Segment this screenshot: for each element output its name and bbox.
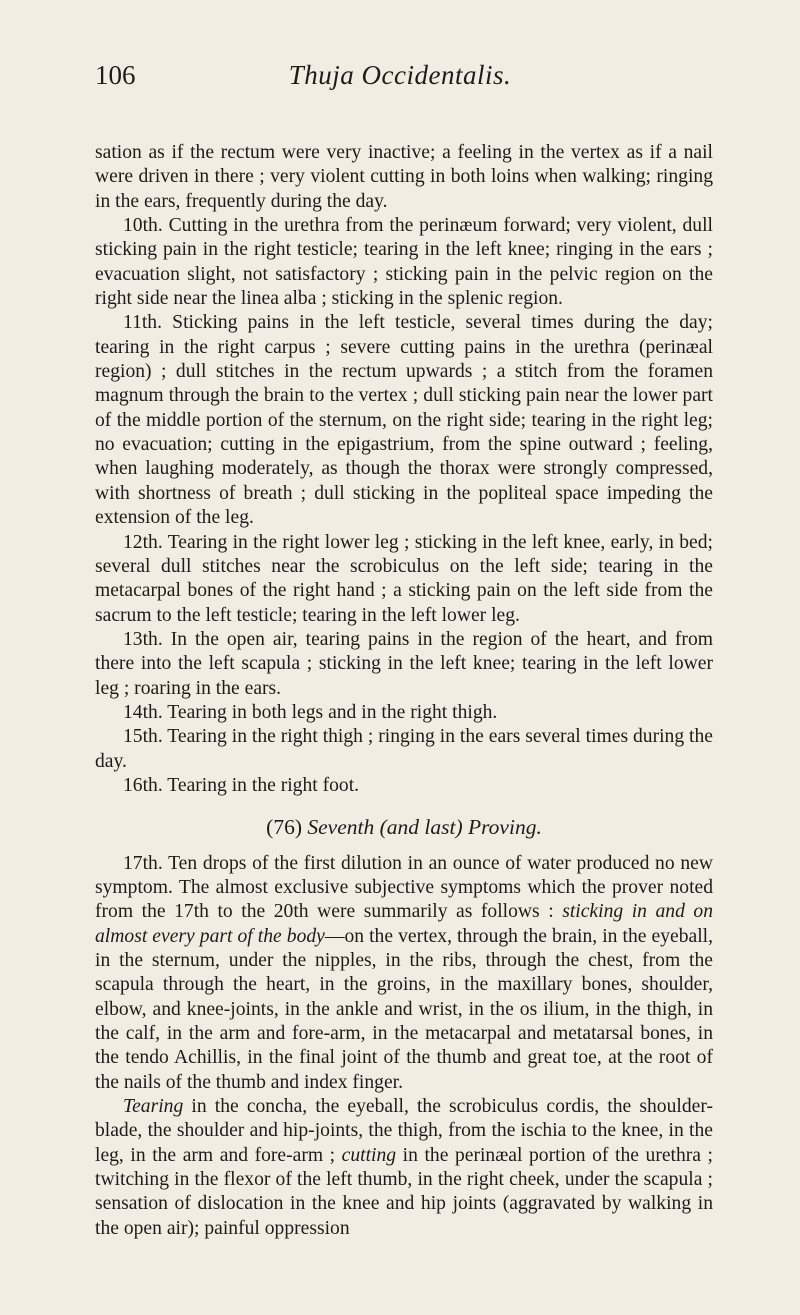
paragraph-day-15: 15th. Tearing in the right thigh ; ringing in the ears several times during the day. — [95, 726, 713, 772]
page-header — [95, 60, 705, 100]
paragraph-day-12: 12th. Tearing in the right lower leg ; sticking in the left knee, early, in bed; several dull stitches near the scrobiculus on the left side; tearing in the metacarpal bones of the right hand ; a sticking pain on the left side from the sacrum to the left testicle; tearing in the left lower leg. — [95, 531, 713, 626]
section-number: (76) — [266, 815, 302, 840]
paragraph-tearing-part1: in the concha, the eyeball, the scrobiculus cordis, the shoulder-blade, the shoulder and hip-joints, the thigh, from the ischia to the knee, in the leg, in the arm and fore-arm ; — [95, 1096, 713, 1166]
paragraph-continuation: sation as if the rectum were very inactive; a feeling in the vertex as if a nail were driven in there ; very violent cutting in both loins when walking; ringing in the ears, frequently during the day. — [95, 142, 713, 212]
paragraph-day-16: 16th. Tearing in the right foot. — [123, 774, 360, 796]
paragraph-day-17-rest: —on the vertex, through the brain, in the eyeball, in the sternum, under the nipples, in the ribs, through the chest, from the scapula through the heart, in the groins, in the maxillary bones, shoulder, elbow, and knee-joints, in the ankle and wrist, in the os ilium, in the thigh, in the calf, in the arm and fore-arm, in the metacarpal and metatarsal bones, in the tendo Achillis, in the final joint of the thumb and great toe, at the root of the nails of the thumb and index finger. — [95, 925, 713, 1093]
paragraph-day-10: 10th. Cutting in the urethra from the perinæum forward; very violent, dull sticking pain in the right testicle; tearing in the left knee; ringing in the ears ; evacuation slight, not satisfactory ; sticking pain in the pelvic region on the right side near the linea alba ; sticking in the splenic region. — [95, 215, 713, 310]
paragraph-cutting-emphasis: cutting — [341, 1144, 397, 1166]
page-number: 106 — [95, 60, 136, 90]
paragraph-day-17-emphasis: sticking in and on almost every part of the body — [95, 901, 713, 947]
paragraph-tearing-part2: in the perinæal portion of the urethra ; twitching in the flexor of the left thumb, in the right cheek, under the scapula ; sensation of dislocation in the knee and hip joints (aggravated by walking in the open air); painful oppression — [95, 1144, 714, 1239]
paragraph-day-17-lead: 17th. Ten drops of the first dilution in an ounce of water produced no new symptom. The almost exclusive subjective symptoms which the prover noted from the 17th to the 20th were summarily as follows : — [95, 852, 713, 923]
running-title: Thuja Occidentalis. — [288, 60, 512, 90]
paragraph-day-13: 13th. In the open air, tearing pains in the region of the heart, and from there into the left scapula ; sticking in the left knee; tearing in the left lower leg ; roaring in the ears. — [95, 628, 713, 699]
section-title: Seventh (and last) Proving. — [307, 815, 542, 840]
paragraph-day-17 — [95, 852, 713, 1095]
paragraph-tearing-emphasis: Tearing — [123, 1096, 184, 1118]
paragraph-tearing — [95, 1095, 713, 1241]
paragraph-day-11: 11th. Sticking pains in the left testicle, several times during the day; tearing in the right carpus ; severe cutting pains in the urethra (perinæal region) ; dull stitches in the rectum upwards ; a stitch from the foramen magnum through the brain to the vertex ; dull sticking pain near the lower part of the middle portion of the sternum, on the right side; tearing in the right leg; no evacuation; cutting in the epigastrium, from the spine outward ; feeling, when laughing moderately, as though the thorax were strongly compressed, with shortness of breath ; dull sticking in the popliteal space impeding the extension of the leg. — [95, 312, 713, 529]
paragraph-day-14: 14th. Tearing in both legs and in the right thigh. — [123, 701, 498, 723]
page-body — [95, 141, 713, 1241]
section-heading — [95, 815, 713, 839]
